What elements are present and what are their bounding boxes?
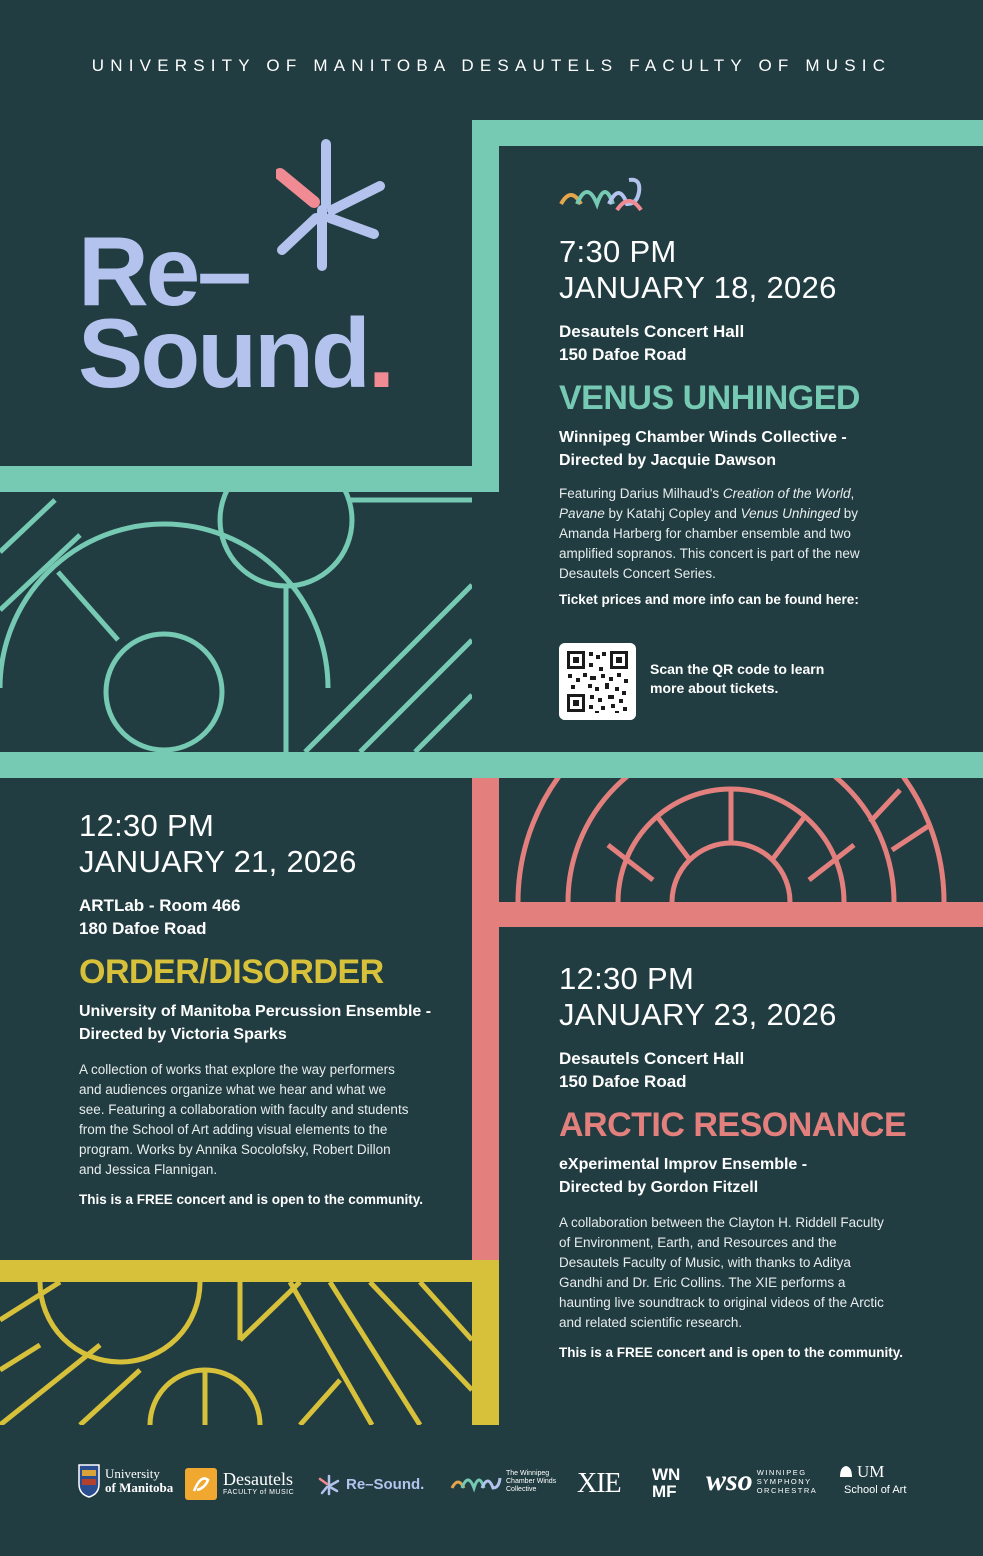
event-3-director: Directed by Gordon Fitzell xyxy=(559,1179,759,1196)
event-3 xyxy=(559,961,939,1363)
resound-small-text: Re–Sound. xyxy=(346,1476,425,1493)
event-1-address: 150 Dafoe Road xyxy=(559,345,687,364)
event-1-venue: Desautels Concert Hall xyxy=(559,322,745,341)
wnmf-logo xyxy=(652,1466,680,1500)
faculty-header: UNIVERSITY OF MANITOBA DESAUTELS FACULTY OF MUSIC xyxy=(91,56,892,75)
xie-logo: XIE xyxy=(577,1468,621,1499)
logo-line-1: Re– xyxy=(78,216,249,326)
wcw-text-1: The Winnipeg xyxy=(506,1470,550,1477)
event-1-ensemble: Winnipeg Chamber Winds Collective - xyxy=(559,429,847,446)
wso-logo xyxy=(706,1466,817,1496)
event-2-date: JANUARY 21, 2026 xyxy=(79,844,357,879)
yellow-pattern xyxy=(0,1282,472,1425)
um-school-of-art-logo xyxy=(838,1462,908,1496)
event-2-free-note: This is a FREE concert and is open to the community. xyxy=(79,1192,424,1207)
event-2-address: 180 Dafoe Road xyxy=(79,919,207,938)
um-crest-icon xyxy=(78,1464,100,1498)
desc-work: Venus Unhinged xyxy=(740,506,840,521)
resound-small-logo xyxy=(318,1474,424,1496)
event-3-ensemble: eXperimental Improv Ensemble - xyxy=(559,1156,808,1173)
pink-pattern xyxy=(518,689,944,902)
desautels-text-1: Desautels xyxy=(223,1469,293,1489)
event-3-title: ARCTIC RESONANCE xyxy=(559,1106,907,1144)
event-1-description xyxy=(559,484,889,584)
desautels-mark-icon xyxy=(185,1468,217,1500)
event-1 xyxy=(559,234,919,610)
um-logo xyxy=(78,1464,173,1498)
event-1-director: Directed by Jacquie Dawson xyxy=(559,452,776,469)
event-2-ensemble: University of Manitoba Percussion Ensemble - xyxy=(79,1003,432,1020)
event-1-time: 7:30 PM xyxy=(559,234,677,269)
desc-text: , xyxy=(850,486,855,501)
event-3-date: JANUARY 23, 2026 xyxy=(559,997,837,1032)
event-2-venue: ARTLab - Room 466 xyxy=(79,896,241,915)
sponsor-logos xyxy=(0,1460,983,1504)
event-3-venue: Desautels Concert Hall xyxy=(559,1049,745,1068)
event-2 xyxy=(79,808,439,1210)
wcw-collective-icon xyxy=(559,174,645,218)
um-text-1: University xyxy=(105,1466,160,1481)
school-of-art-text: School of Art xyxy=(844,1484,907,1496)
wcw-logo xyxy=(450,1468,556,1496)
event-2-time: 12:30 PM xyxy=(79,808,215,843)
wso-text-3: ORCHESTRA xyxy=(756,1485,818,1495)
wnmf-text-2: MF xyxy=(652,1482,677,1501)
um-text-2: of Manitoba xyxy=(105,1480,174,1495)
event-1-ticket-note: Ticket prices and more info can be found here: xyxy=(559,592,859,607)
desautels-logo xyxy=(185,1468,294,1500)
event-3-free-note: This is a FREE concert and is open to the community. xyxy=(559,1345,904,1360)
desc-text: by Katahj Copley and xyxy=(604,506,741,521)
event-1-date: JANUARY 18, 2026 xyxy=(559,270,837,305)
qr-caption: Scan the QR code to learn more about tickets. xyxy=(650,661,825,696)
qr-code[interactable] xyxy=(559,643,636,720)
event-2-director: Directed by Victoria Sparks xyxy=(79,1026,287,1043)
asterisk-burst-icon xyxy=(276,136,388,276)
wcw-text-2: Chamber Winds xyxy=(506,1478,557,1485)
wcw-text-3: Collective xyxy=(506,1486,537,1493)
wnmf-text-1: WN xyxy=(652,1465,681,1484)
desautels-text-2: FACULTY of MUSIC xyxy=(223,1489,295,1496)
logo-line-2 xyxy=(78,298,393,408)
um-short-text: UM xyxy=(857,1462,885,1481)
asterisk-small-icon xyxy=(318,1474,340,1496)
logo-sound: Sound xyxy=(78,298,368,408)
um-bison-icon xyxy=(838,1463,854,1481)
wso-text-1: WINNIPEG xyxy=(756,1467,807,1477)
logo-dot: . xyxy=(367,298,393,408)
wcw-mark-icon xyxy=(450,1468,502,1496)
desc-work: Creation of the World xyxy=(722,486,851,501)
resound-logo xyxy=(78,216,458,408)
event-3-time: 12:30 PM xyxy=(559,961,695,996)
event-3-description: A collaboration between the Clayton H. Riddell Faculty of Environment, Earth, and Resources and the Desautels Faculty of Music, with thanks to Aditya Gandhi and Dr. Eric Collins. The XIE performs a haunting live soundtrack to original videos of the Arctic and related scientific research. xyxy=(559,1215,884,1330)
event-2-title: ORDER/DISORDER xyxy=(79,953,384,991)
desc-text: by Amanda Harberg for chamber ensemble and two amplified sopranos. This concert is part of the new Desautels Concert Series. xyxy=(559,506,860,581)
event-1-title: VENUS UNHINGED xyxy=(559,379,860,417)
event-3-address: 150 Dafoe Road xyxy=(559,1072,687,1091)
wso-mark: wso xyxy=(706,1464,753,1497)
wso-text-2: SYMPHONY xyxy=(756,1476,812,1486)
teal-pattern xyxy=(0,454,472,752)
desc-work: Pavane xyxy=(559,506,605,521)
desc-text: Featuring Darius Milhaud's xyxy=(559,486,723,501)
event-2-description: A collection of works that explore the way performers and audiences organize what we hear and what we see. Featuring a collaboration with faculty and students from the School of Art adding visual elements to the program. Works by Annika Socolofsky, Robert Dillon and Jessica Flannigan. xyxy=(79,1062,409,1177)
